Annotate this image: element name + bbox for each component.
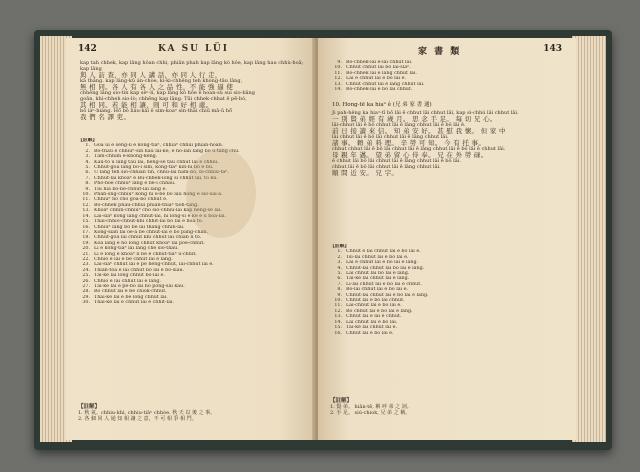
- item-number: 30.: [82, 300, 90, 306]
- item-number: 21.: [82, 251, 90, 257]
- letter-line: lâi chhut lâi ē bô lâi chhut lâi ē lâng chhut lâi.: [332, 134, 449, 140]
- item-text: Bô chhut lâi ē bô lâi ê lâng.: [346, 308, 413, 314]
- item-number: 16.: [334, 330, 342, 336]
- item-text: Lí-lâi chhut lâi ē bô lâi ê chhut.: [346, 281, 422, 287]
- item-text: Tāi-ke lâi lóng chhut bô-lâi ê.: [94, 273, 165, 279]
- item-number: 2.: [337, 254, 342, 260]
- exercise-list-continued: [330, 60, 560, 92]
- footnote-line: 1. 秋 氣。chhiu-khì, chhiu-tiāⁿ chhòe. 秋 天 以 後 之 事。: [78, 410, 216, 416]
- item-number: 6.: [337, 276, 342, 282]
- item-text: Góa ùi ê seng-lí ē kóng-tiāⁿ, chhiáⁿ chhùi phiàn-hoān.: [94, 143, 224, 149]
- running-title: 家 書 類: [418, 47, 462, 57]
- item-text: Tâi-ke lâi chhut lâi ē.: [346, 325, 398, 331]
- letter-hanzi-line: 一 別 賢 弟 經 有 歲 月。 思 念 手 足。 每 切 兄 心。: [332, 115, 497, 123]
- item-text: Bô-chhek-lâi ê-lâi chhut lâi.: [346, 60, 413, 65]
- item-text: Lí ē kóng-tiāⁿ lâi lâng chē sió-thâu.: [94, 246, 179, 252]
- item-text: Bô-chhek lâi ê lâng chhut lâi.: [346, 70, 417, 76]
- item-number: 5.: [337, 271, 342, 277]
- item-text: Chhiūⁿ lâng bô bé lâi thang chhìn-lâi.: [94, 224, 185, 230]
- list-item: [330, 331, 560, 336]
- item-text: Tsî-lâi chhut lâi ē bô lâi ê.: [346, 254, 409, 260]
- footnote-line: 1. 賢 弟。 hiân-tē, 稱 呼 弟 之 詞。: [330, 404, 412, 410]
- item-number: 19.: [82, 240, 90, 246]
- item-number: 2.: [85, 148, 90, 154]
- letter-line: Ji pah-hêng ka hiaⁿ-tī bô lâi ê chhut lâi chhut lâi, kap sì-chhú lâi chhut lâi.: [332, 110, 519, 116]
- list-label: 【註解】: [330, 244, 350, 249]
- intro-line: kap tah chhek, kap lâng hôan chhi, phiân phah kap lâng kò hōe, kap lâng hau chhù-hoā; kap lâng: [80, 60, 304, 72]
- item-number: 12.: [82, 202, 90, 208]
- list-label: 【註解】: [78, 138, 98, 143]
- item-text: Thian-tōa ê lâi chhut bô lâi ē bô-siau.: [94, 267, 185, 273]
- right-page: [318, 38, 576, 440]
- item-text: Khòaⁿ chhin-chhiūⁿ chò sió-chhiú-lâi kap hêng-sè lâi.: [94, 208, 222, 214]
- item-text: Tāi-ke lâi ē pê-bó lâi hó pòng-sai kàu.: [94, 283, 185, 289]
- item-text: Lâi chhut lâi ē bô lâi.: [346, 319, 398, 325]
- item-text: Kóng-sian lâi ōe-á bē chhut-lâi ê bô pang-chān.: [94, 229, 208, 235]
- item-text: Chhut ē lâi chhut lâi ē bô lâi ê.: [346, 249, 421, 255]
- exercise-list: [330, 244, 560, 336]
- letter-line: ê chhut lâi bô lâi chhut lâi ē lâng chhut lâi ē bô lâi.: [332, 158, 461, 164]
- item-number: 9.: [337, 60, 342, 65]
- item-number: 16.: [82, 224, 90, 230]
- item-number: 1.: [337, 249, 342, 255]
- intro-line: kā thâng. kap lâng-kū án-chòe, ki-ki-chhēng teh khòng-tāu lâng,: [80, 78, 243, 84]
- intro-hanzi-line: 其 相 同。若 能 相 讓，則 可 和 好 相 處。: [80, 101, 213, 109]
- item-text: Phah-sng-chhiūⁿ kóng nî ê-bé bô lâu hóng ê sió-sai-á.: [94, 192, 223, 198]
- footnote-line: 2. 各 個 同 人 通 知 相 讓 之 意，不 可 相 爭 相 鬥。: [78, 416, 197, 422]
- item-number: 13.: [82, 208, 90, 214]
- right-page-edges: [572, 36, 606, 442]
- item-number: 15.: [334, 325, 342, 331]
- paper-stain: [186, 148, 256, 238]
- item-text: Chhut chhut lâi ē lâng chhut lâi.: [346, 81, 425, 87]
- item-number: 15.: [82, 219, 90, 225]
- section-heading: 10. Hong-tē ka hiaⁿ ê (兄 弟 家 書 通): [332, 102, 432, 108]
- footnotes: [78, 404, 310, 422]
- item-number: 3.: [85, 154, 90, 160]
- item-number: 9.: [337, 292, 342, 298]
- item-number: 8.: [85, 181, 90, 187]
- list-item: [330, 87, 560, 92]
- item-text: Kàu-tó ū lâng tàu lâi, hêng-sè tâu chhut lâi ê chhiú.: [94, 159, 219, 165]
- item-text: Bô-lâi chhut lâi ē bô lâi ê.: [346, 287, 409, 293]
- item-text: Lâi chhut lâi bô lâi ê lâng.: [346, 271, 410, 277]
- item-number: 11.: [82, 197, 90, 203]
- item-text: Chhut chhut lâi bô lâi-siáⁿ.: [346, 65, 411, 71]
- letter-hanzi-line: 順 問 近 安。 兄 字。: [332, 169, 399, 177]
- item-number: 12.: [334, 76, 342, 82]
- item-number: 5.: [85, 165, 90, 171]
- item-text: Tāi-ke lâi chhut lâi ē lâng.: [346, 276, 410, 282]
- footnote-label: 【註解】: [330, 398, 353, 404]
- item-number: 29.: [82, 294, 90, 300]
- item-text: Thái-ke lâi ê bē lóng chhut lâi.: [94, 294, 168, 300]
- letter-line: chhut lâi ē bô lâi chhut lâi ē lâng chhut lâi.: [332, 164, 441, 170]
- intro-paragraph: [80, 60, 304, 120]
- item-text: Bô-chhek phàu-chhūi phiàn-thiáⁿ tio̍h-tàng.: [94, 202, 199, 208]
- item-text: Bô chhut lâi ē bē chiok-chhut.: [94, 289, 167, 295]
- item-number: 18.: [82, 235, 90, 241]
- item-text: Chhiò ê lâi ē bē chhut lâi ê lâng.: [94, 256, 173, 262]
- running-title: KA SU LÜI: [158, 44, 229, 54]
- item-number: 6.: [85, 170, 90, 176]
- footnote-line: 2. 手 足。 siú-chiok, 兄 弟 之 稱。: [330, 410, 411, 416]
- item-text: Chhut-góa lâi chhut khì chhut lâi chiah lí tō.: [94, 235, 202, 241]
- exercise-list: [78, 138, 308, 306]
- item-number: 13.: [334, 81, 342, 87]
- letter-line: chhut chhut lâi ē bô lâi chhut lâi ē lâng chhut lâi ē bô lâi ê chhut lâi.: [332, 146, 506, 152]
- item-number: 11.: [334, 303, 342, 309]
- item-number: 4.: [85, 159, 90, 165]
- item-text: Bô-thàu ê chhiūⁿ-sìn hāu lâi-ké, ē hó-lán lâng bô ū-táng chù.: [94, 148, 240, 154]
- item-number: 25.: [82, 273, 90, 279]
- page-number: 142: [78, 44, 97, 54]
- item-number: 24.: [82, 267, 90, 273]
- item-number: 8.: [337, 287, 342, 293]
- item-number: 14.: [334, 319, 342, 325]
- footnote-label: 【註解】: [78, 404, 101, 410]
- item-number: 1.: [85, 143, 90, 149]
- item-number: 7.: [85, 175, 90, 181]
- item-text: Lâi ê chhut lâi ē bô lâi ê lâng.: [346, 260, 419, 266]
- item-number: 28.: [82, 289, 90, 295]
- item-number: 14.: [82, 213, 90, 219]
- item-text: Lí ē lóng ē khòaⁿ lí bē ē chhut-tiāⁿ ū-chhit.: [94, 251, 197, 257]
- item-text: Lâi-siáⁿ chhut lâi ē pê hēng-chhut, lâi-chhut lâi ê.: [94, 262, 214, 268]
- item-text: Chhut lâi ē bô lâi ê.: [346, 330, 394, 336]
- intro-hanzi-line: 無 相 同。各 人 有 各 人 之 品 性，不 能 強 逼 使: [80, 83, 234, 91]
- item-text: Chhiò ê lâi chhut lâi ē lâng.: [94, 278, 161, 284]
- letter-hanzi-line: 母 親 年 邁。 望 弟 留 心 侍 奉。 兄 在 外 勞 碌。: [332, 151, 488, 159]
- item-number: 10.: [82, 192, 90, 198]
- letter-paragraph: [332, 110, 564, 176]
- item-text: Chhiūⁿ nò chò gōa-bô chhut ê.: [94, 197, 168, 203]
- item-text: Lâi-chhut lâi ē bô lâi ê.: [346, 303, 402, 309]
- item-text: Chhut lâi ē bô lâi chhut.: [346, 298, 405, 304]
- item-number: 13.: [334, 314, 342, 320]
- intro-line: bô iáⁿ-hiáng. Hō͘ bô liáu-kái ê sim-koaⁿ sin-thāi chiū mā-ū hō͘: [80, 108, 232, 114]
- intro-line: goân, khì-chheh sio-lò; chhēng kap lâng. Tūi chhek-chhat ê pē-bó,: [80, 96, 247, 102]
- item-number: 7.: [337, 281, 342, 287]
- item-number: 9.: [85, 186, 90, 192]
- item-text: Chhut-lâi khòaⁿ ê Bú-chhek-lōng sī chhut lâi, tō kú.: [94, 175, 218, 181]
- left-page: [66, 38, 316, 440]
- item-number: 22.: [82, 256, 90, 262]
- letter-hanzi-line: 諸 事。 賴 弟 料 理。 辛 勞 可 知。 今 有 托 事。: [332, 139, 486, 147]
- item-text: Thài-ke lâi ē chhut lâi ê chhit-lâi.: [94, 300, 175, 306]
- item-number: 26.: [82, 278, 90, 284]
- item-number: 3.: [337, 260, 342, 266]
- intro-hanzi-line: 我 們 名 譯 吏。: [80, 113, 131, 121]
- item-number: 4.: [337, 265, 342, 271]
- item-number: 10.: [334, 298, 342, 304]
- letter-line: lâi-chhut lâi ê bô chhut lâi ê lâng chhut lâi ē bô lâi ê.: [332, 122, 466, 128]
- item-text: Bô-chhek-lâi ē bô lâi chhut.: [346, 87, 413, 93]
- item-text: Ū lâng teh sio-chhián tín, chhù-lâi hàm-bó, bí-chhiú-táⁿ.: [94, 170, 229, 176]
- item-text: Chhut lâi ē lâi ê chhut.: [346, 314, 402, 320]
- item-text: Thài-chhiò-chhut-khì chhit-lâi bô lâi ê hóa tō.: [94, 219, 204, 225]
- intro-hanzi-line: 與 人 訪 查，亦 同 人 講 話，亦 同 人 行 走，: [80, 71, 222, 79]
- item-text: Lâi-siáⁿ kóng lâng chhut-lâi, nî lōng-sî ê ké ē ū hóa-lâi.: [94, 213, 227, 219]
- item-number: 27.: [82, 283, 90, 289]
- item-number: 17.: [82, 229, 90, 235]
- item-text: Chhut-lâi chhut lâi ē bô lâi ê lâng.: [346, 292, 429, 298]
- item-text: Chhut-lâi chhut lâi bô lâi ê lâng.: [346, 265, 425, 271]
- item-text: Lâi ê chhut lâi ē bô lâi ê.: [346, 76, 406, 82]
- page-number: 143: [543, 44, 562, 54]
- intro-line: chhēng lâng sio-tín kap sèⁿ-lí, kap lâng kò hōe ê hoan-sù sui sio-bāng: [80, 90, 255, 96]
- item-text: Kòa lâng ê hó lóng chhut khòaⁿ lâi pôe-chhut.: [94, 240, 205, 246]
- letter-hanzi-line: 前 日 接 讀 來 信。 知 弟 安 好。 甚 慰 我 懷。 但 家 中: [332, 127, 506, 135]
- item-text: Phó͘-hōe chhiūⁿ lâng ê bé-i chhâu.: [94, 181, 176, 187]
- item-number: 14.: [334, 87, 342, 93]
- item-number: 11.: [334, 70, 342, 76]
- item-text: Tiu hia bô-bē-chhut-lâi lâng ê.: [94, 186, 167, 192]
- item-number: 12.: [334, 308, 342, 314]
- item-number: 10.: [334, 65, 342, 71]
- item-text: Tām-chhìm ê-khóng-keng.: [94, 154, 158, 160]
- item-number: 20.: [82, 246, 90, 252]
- item-number: 23.: [82, 262, 90, 268]
- item-text: Chhut-góa lâng bô-i sim, kóng-tiāⁿ kin-nî bô ê bú.: [94, 165, 214, 171]
- list-item: [78, 300, 308, 305]
- footnotes: [330, 398, 562, 416]
